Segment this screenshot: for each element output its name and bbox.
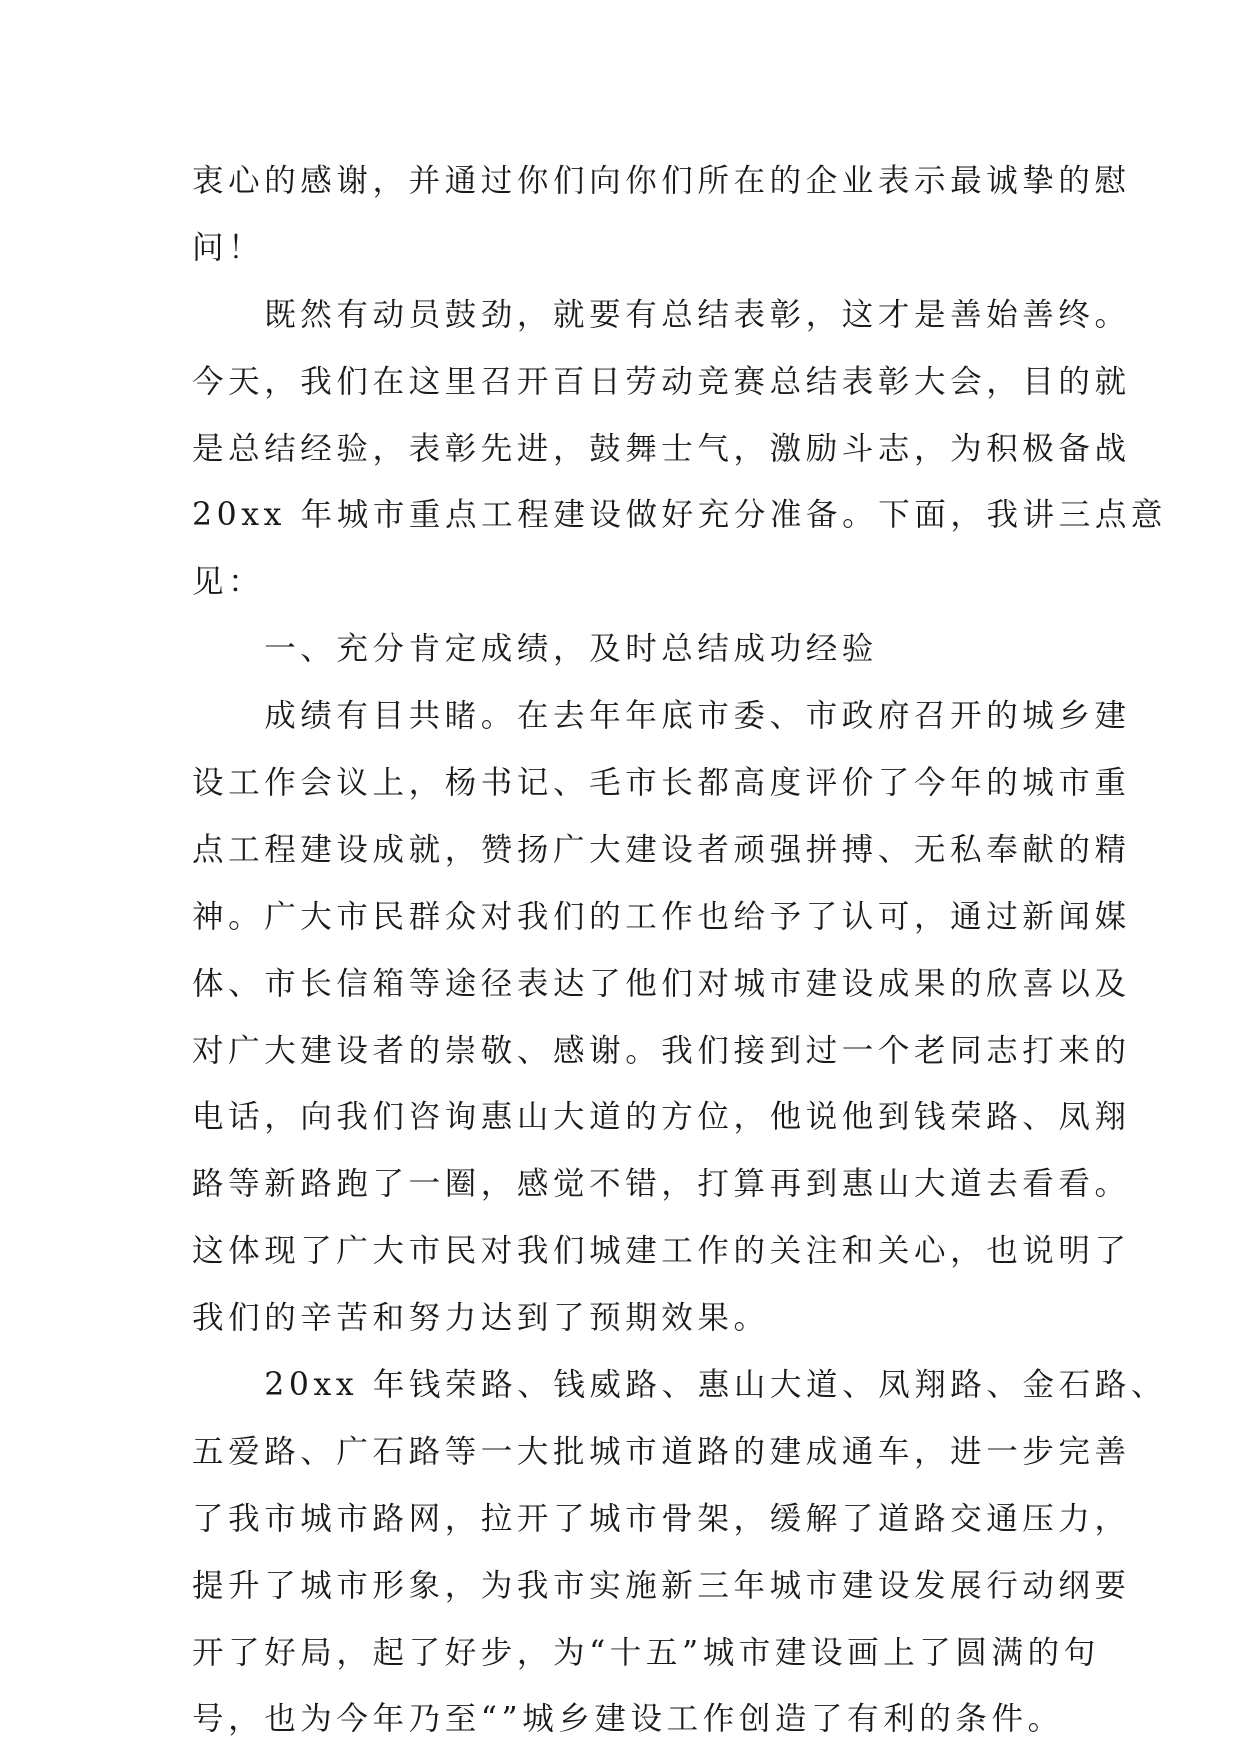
text-line-1: 衷心的感谢，并通过你们向你们所在的企业表示最诚挚的慰 — [192, 163, 1131, 199]
text-line-22: 提升了城市形象，为我市实施新三年城市建设发展行动纲要 — [192, 1567, 1131, 1604]
text-line-12: 神。广大市民群众对我们的工作也给予了认可，通过新闻媒 — [192, 898, 1131, 935]
text-line-17: 这体现了广大市民对我们城建工作的关注和关心，也说明了 — [192, 1233, 1131, 1270]
text-line-23: 开了好局，起了好步，为“十五”城市建设画上了圆满的句 — [192, 1634, 1100, 1671]
text-line-2: 问！ — [192, 229, 265, 266]
text-line-24: 号，也为今年乃至“”城乡建设工作创造了有利的条件。 — [192, 1701, 1064, 1738]
text-line-14: 对广大建设者的崇敬、感谢。我们接到过一个老同志打来的 — [192, 1032, 1131, 1069]
text-line-15: 电话，向我们咨询惠山大道的方位，他说他到钱荣路、凤翔 — [192, 1099, 1131, 1136]
text-line-11: 点工程建设成就，赞扬广大建设者顽强拼搏、无私奉献的精 — [192, 831, 1131, 868]
body-text — [192, 148, 1168, 1753]
text-line-5: 是总结经验，表彰先进，鼓舞士气，激励斗志，为积极备战 — [192, 430, 1131, 467]
text-line-9: 成绩有目共睹。在去年年底市委、市政府召开的城乡建 — [192, 698, 1131, 735]
text-line-21: 了我市城市路网，拉开了城市骨架，缓解了道路交通压力， — [192, 1500, 1131, 1537]
section-heading: 一、充分肯定成绩，及时总结成功经验 — [192, 631, 878, 668]
text-line-3: 既然有动员鼓劲，就要有总结表彰，这才是善始善终。 — [192, 296, 1131, 333]
text-line-18: 我们的辛苦和努力达到了预期效果。 — [192, 1300, 770, 1337]
text-line-4: 今天，我们在这里召开百日劳动竞赛总结表彰大会，目的就 — [192, 363, 1131, 400]
text-line-19: 20xx 年钱荣路、钱威路、惠山大道、凤翔路、金石路、 — [192, 1367, 1168, 1404]
text-line-7: 见： — [192, 564, 265, 601]
text-line-20: 五爱路、广石路等一大批城市道路的建成通车，进一步完善 — [192, 1433, 1131, 1470]
text-line-13: 体、市长信箱等途径表达了他们对城市建设成果的欣喜以及 — [192, 965, 1131, 1002]
text-line-16: 路等新路跑了一圈，感觉不错，打算再到惠山大道去看看。 — [192, 1166, 1131, 1203]
text-line-6: 20xx 年城市重点工程建设做好充分准备。下面，我讲三点意 — [192, 497, 1168, 534]
text-line-10: 设工作会议上，杨书记、毛市长都高度评价了今年的城市重 — [192, 765, 1131, 802]
